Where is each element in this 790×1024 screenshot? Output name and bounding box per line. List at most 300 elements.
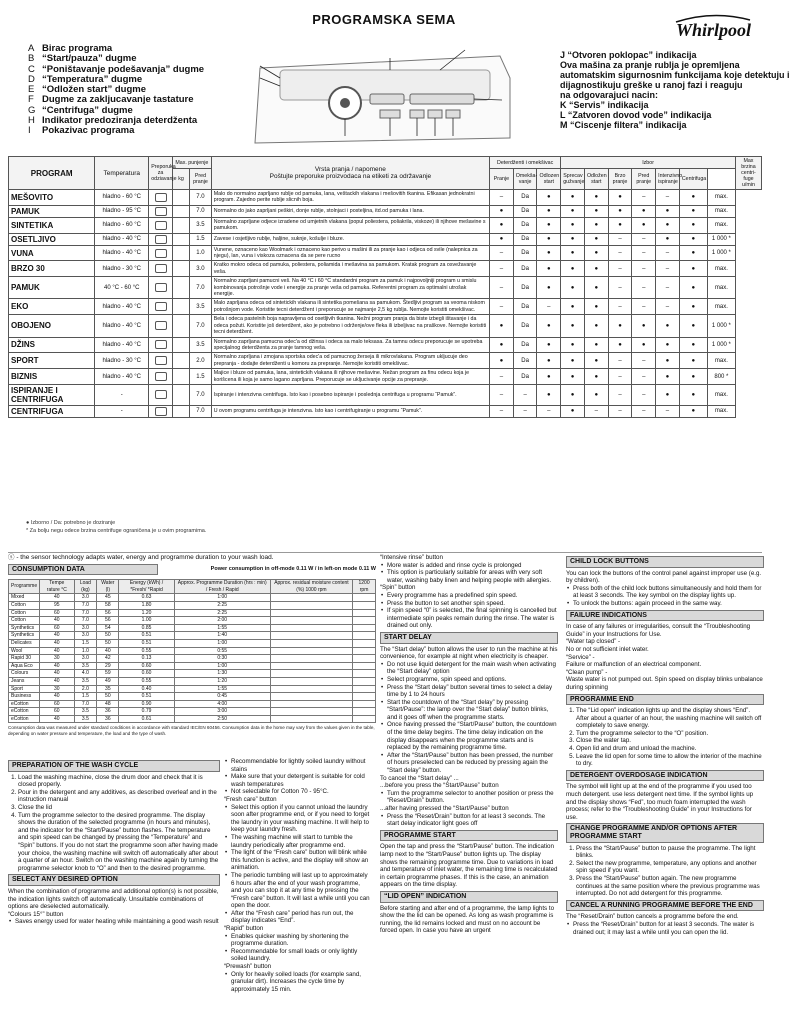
list-item: 4. Open lid and drum and unload the machine. [576,745,764,753]
care-symbols-icon [149,205,173,217]
fail-heading: FAILURE INDICATIONS [566,610,764,622]
temperature: hladno - 40 °C [95,369,149,385]
lock-text: You can lock the buttons of the control panel against improper use (e.g. by children). [566,569,762,585]
legend-label: Indikator predoziranja deterdženta [42,115,198,127]
list-item: • Do not use liquid detergent for the main wash when activating the “Start delay” option [380,661,558,676]
list-item: • Select programme, spin speed and options. [380,676,558,684]
list-item: • The periodic tumbling will last up to approximately 6 hours after the end of your wash programme, and you can stop it at any time by pressing the “Fresh care” button. It will last a while until you can open the door. [224,872,372,910]
option-cell: ● [656,315,680,337]
max-load: 1.5 [190,369,212,385]
cons-cell: 1:20 [174,677,270,685]
lock-heading: CHILD LOCK BUTTONS [566,556,764,568]
option-cell: – [632,245,656,261]
care-symbols-icon [149,353,173,369]
list-item: • Not selectable for Cotton 70 - 95°C. [224,788,372,796]
cons-cell: 40 [40,693,74,701]
col-wash-note: Poštujte preporuke proizvodaca na etiketi za održavanje [269,173,432,180]
option-cell: – [632,299,656,315]
cons-cell: 0.63 [119,594,174,602]
legend-key: C [28,63,35,75]
list-item: 2. Pour in the detergent and any additives, as described overleaf and in the instruction manual [18,789,220,804]
lid-text: Before starting and after end of a programme, the lamp lights to show the the lid can be opened. As long as wash programme is running, the lid remains locked and must on no account be forced open. In case you have an urgent [380,904,555,935]
cons-cell: 3:00 [174,708,270,716]
footnote: * Za bolju negu odece brzina centrifuge ograničena je u ovim programima. [26,528,207,534]
option-cell: ● [679,277,707,299]
option-cell: Da [513,205,537,217]
list-item: • Every programme has a predefined spin speed. [380,592,558,600]
option-cell: ● [561,369,585,385]
cons-cell: Cotton [9,601,40,609]
overdose-text: The symbol will light up at the end of the programme if you used too much detergent. use less detergent next time. If the symbol lights up and the display shows “Fed”, too much foam interrupted the wash process; refer to the “Troubleshooting Guide” in your Instructions for use. [566,783,754,821]
list-item: • Saves energy used for water heating while maintaining a good wash result [8,918,220,926]
cons-cell: 1:00 [174,594,270,602]
legend-label: “Start/pauza” dugme [42,53,137,65]
prewash-heading: “Prewash” button [224,963,272,971]
fail-tap: “Water tap closed” - [566,638,621,646]
cons-cell: 36 [97,708,119,716]
cons-cell [353,624,376,632]
cons-cell [353,700,376,708]
cons-cell: 59 [97,670,119,678]
cons-cell [353,708,376,716]
care-symbols-icon [149,369,173,385]
option-cell: ● [561,205,585,217]
legend-label: Birac programa [42,43,113,54]
cons-cell: Business [9,693,40,701]
col-max-spin: Max brzina centri-fuge u/min [735,157,761,190]
cancel-heading: To cancel the “Start delay” ... [380,774,459,782]
option-cell: ● [561,217,585,233]
cons-cell [270,601,352,609]
clean-filter-indication: M “Ciscenje filtera” indikacija [560,120,687,130]
option-cell: Da [513,369,537,385]
col-option: Pred pranje [190,169,212,190]
cons-row [9,708,376,716]
care-symbols-icon [149,245,173,261]
option-cell: ● [537,337,561,353]
cons-cell: Rapid 30 [9,655,40,663]
option-cell: ● [656,353,680,369]
option-cell: – [608,277,632,299]
option-cell: – [656,277,680,299]
cons-cell [353,594,376,602]
option-cell: – [656,261,680,277]
col-option: Intenzivno ispiranje [656,169,680,190]
description: Majice i bluze od pamuka, lana, sintetickih vlakana ili njihove mešavine. Nežan program za finu odecu koja je korišcena ili koja je samo lagano zaprljana. Preporucuje se ukljucivanje opcije za prepranje. [211,369,489,385]
option-cell: – [490,405,514,417]
option-cell: ● [679,245,707,261]
list-item: 3. Close the water tap. [576,737,764,745]
fail-pump: “Clean pump” - [566,668,608,676]
cons-cell: Mixed [9,594,40,602]
rapid-heading: “Rapid” button [224,925,264,933]
option-cell: ● [584,245,608,261]
cancel-before: ...before you press the “Start/Pause” button [380,782,499,790]
cons-cell: 2.0 [74,685,97,693]
list-item: • Start the countdown of the “Start delay” by pressing “Start/Pause”: the lamp over the “Start delay” button blinks, and it goes off when the programme starts. [380,699,558,722]
option-cell: ● [537,277,561,299]
cons-cell: 3.0 [74,632,97,640]
cons-cell: 0.51 [119,693,174,701]
program-name: SPORT [9,353,95,369]
cons-cell: 1.5 [74,693,97,701]
program-name: OBOJENO [9,315,95,337]
cons-cell [353,670,376,678]
cons-cell [270,677,352,685]
info-section [566,554,764,936]
cons-cell: 95 [40,601,74,609]
cons-cell [270,662,352,670]
cons-cell [353,715,376,723]
table-row [9,405,762,417]
cons-cell: 7.0 [74,609,97,617]
option-cell: Da [513,217,537,233]
cons-cell: 0.60 [119,670,174,678]
delay-heading: START DELAY [380,632,558,644]
cons-cell: 3.5 [74,715,97,723]
fresh-heading: “Fresh care” button [224,795,277,803]
cons-cell: 3.5 [74,708,97,716]
fail-pump-desc: Waste water is not pumped out. Spin speed on display blinks unbalance during spinning [566,676,763,691]
legend-label: “Poništavanje podešavanja” dugme [42,63,205,75]
control-legend [28,44,204,137]
delay-text: The “Start delay” button allows the user to run the machine at his convenience, for example at night when electricity is cheaper. [380,645,558,661]
option-cell: – [584,405,608,417]
cons-cell: 40 [40,647,74,655]
cons-col: 1200 rpm [353,580,376,594]
option-cell: ● [537,245,561,261]
cons-cell: eCotton [9,708,40,716]
option-cell: ● [561,245,585,261]
cons-cell: 30 [40,655,74,663]
option-cell: max. [707,353,735,369]
col-option: Omekša-vanje [513,169,537,190]
cons-cell: 7.0 [74,700,97,708]
legend-key: A [28,43,35,54]
program-icon [172,205,189,217]
list-item: • Turn the programme selector to another position or press the “Reset/Drain” button. [380,790,558,805]
rinse-heading: “Intensive rinse” button [380,554,443,561]
program-name: BIZNIS [9,369,95,385]
cons-cell: 58 [97,601,119,609]
list-item: • Enables quicker washing by shortening the programme duration. [224,933,372,948]
option-cell: ● [584,315,608,337]
max-load: 1.0 [190,245,212,261]
option-cell: ● [561,299,585,315]
option-cell: 1 000 * [707,337,735,353]
temperature: hladno - 40 °C [95,337,149,353]
col-kg: kg [172,169,189,190]
option-cell: – [608,384,632,405]
list-item: • Press both of the child lock buttons simultaneously and hold them for at least 3 seconds. The key symbol on the display lights up. [566,585,764,600]
description: Bela i odeca pastelnih boja napravljena od osetljivih tkanina. Nežni program pranja da biste izbegli ištavanje i da odeca požuti. Koristite još deterdžent, ako je potrebno i održenje/ove fleka ili izbeljivac na praškove. Nemojte koristiti tecni deterdžent. [211,315,489,337]
option-cell: ● [608,190,632,206]
option-cell: ● [679,299,707,315]
start-heading: PROGRAMME START [380,830,558,842]
option-cell: 800 * [707,369,735,385]
legend-key: H [28,115,35,127]
cons-cell: 0.51 [119,639,174,647]
fail-tap-desc: No or not sufficient inlet water. [566,645,649,653]
list-item: 2. Select the new programme, temperature, any options and another spin speed if you want. [576,860,764,875]
description: Normalno zaprljani pamucni veš. Na 40 °C i 60 °C standardni program za pamuk i najpovoljniji program u smislu kombinovanja potrošnje vode i energije za pranje veša od pamuka. Referentni program za optimalni utrošak energije. [211,277,489,299]
option-cell: – [608,405,632,417]
cons-cell: 1.5 [74,639,97,647]
col-option: Brzo pranje [608,169,632,190]
cons-cell [270,617,352,625]
care-symbols-icon [149,384,173,405]
cons-row [9,700,376,708]
col-options: Izbor [561,157,736,169]
cons-cell: Synthetics [9,624,40,632]
brand-logo [668,14,758,42]
change-heading: CHANGE PROGRAMME AND/OR OPTIONS AFTER PROGRAMME START [566,823,764,842]
max-load: 7.0 [190,315,212,337]
consumption-table [8,579,376,723]
option-cell: – [537,405,561,417]
max-load: 7.0 [190,405,212,417]
cons-cell [353,662,376,670]
description: Normalno zaprljana i zmojana sportska odec'a od pamucnog žerseja ili mikrovlakana. Program ukljucuje deo prepranja - dodajte deterdženti u komoru za prepranje. Nemojte koristiti omekšivac. [211,353,489,369]
cons-cell: 56 [97,609,119,617]
option-cell: ● [608,337,632,353]
cons-col: Approx. residual moisture content (%) 1000 rpm [270,580,352,594]
start-text: Open the tap and press the “Start/Pause” button. The indication lamp next to the “Start/Pause” button lights up. The display shows the remaining programme time. Due to variations in load and temperature of inlet water, the remaining time is recalculated in certain programme phases. If this is the case, an animation appears on the time display. [380,843,558,889]
max-load: 3.5 [190,217,212,233]
cons-row [9,677,376,685]
cons-cell: 2:00 [174,617,270,625]
cons-cell: 2:50 [174,715,270,723]
list-item: • The washing machine will start to tumble the laundry periodically after programme end. [224,834,372,849]
cons-col: Programme [9,580,40,594]
end-heading: PROGRAMME END [566,694,764,706]
option-cell: – [490,369,514,385]
option-cell: ● [537,233,561,245]
list-item: 2. Turn the programme selector to the “O” position. [576,730,764,738]
option-cell: – [656,405,680,417]
program-icon [172,277,189,299]
divider [8,552,762,553]
water-tap-indication: L “Zatvoren dovod vode” indikacija [560,110,712,120]
option-cell: ● [679,233,707,245]
list-item: • Recommendable for small loads or only lightly soiled laundry. [224,948,372,963]
table-row [9,245,762,261]
option-cell: ● [537,384,561,405]
safety-line: dijagnostikuju greške u ranoj fazi i reaguju [560,80,743,90]
program-icon [172,245,189,261]
cons-col: Water (l) [97,580,119,594]
cons-cell: 1:55 [174,624,270,632]
option-cell: ● [490,353,514,369]
table-row [9,337,762,353]
list-item: • Press the “Reset/Drain” button for at least 3 seconds. The start delay indicator light goes off [380,813,558,828]
program-table [8,156,762,418]
prep-heading: PREPARATION OF THE WASH CYCLE [8,760,220,772]
option-cell: ● [561,315,585,337]
option-cell: – [490,190,514,206]
cons-row [9,655,376,663]
cons-cell: 0:45 [174,693,270,701]
cons-cell: 0.85 [119,624,174,632]
consumption-notes: Consumption data was measured under standard conditions in accordance with standard IEC/EN 60456. Consumption data in the home may vary from the values given in the table, depending on water pressure and temperature, the load and the type of wash. [8,725,375,737]
cons-cell: Synthetics [9,632,40,640]
cons-cell: 3.5 [74,677,97,685]
cons-cell: 0.51 [119,632,174,640]
max-load: 3.0 [190,261,212,277]
legend-label: Pokazivac programa [42,125,135,137]
option-cell: – [632,277,656,299]
option-cell: ● [584,369,608,385]
program-icon [172,384,189,405]
cons-cell: 7.0 [74,617,97,625]
option-cell: – [608,369,632,385]
description: Malo do normalno zaprljano rublje od pamuka, lana, veštackih vlakana i mešovitih tkanina. Efikasan jednokratni program. Zajedno perite rublje slicnih boja. [211,190,489,206]
cons-cell: 0:55 [174,647,270,655]
cons-cell: 3.0 [74,655,97,663]
cons-cell: 1.00 [119,617,174,625]
care-symbols-icon [149,261,173,277]
indicator-legend [560,50,790,130]
legend-key: D [28,73,35,85]
care-symbols-icon [149,277,173,299]
option-cell: – [632,384,656,405]
overdose-heading: DETERGENT OVERDOSAGE INDICATION [566,770,764,782]
option-cell: max. [707,299,735,315]
cons-cell: 60 [40,609,74,617]
max-load: 7.0 [190,384,212,405]
brand-name: Whirlpool [676,20,752,40]
cons-cell [353,693,376,701]
option-cell: 1 000 * [707,233,735,245]
safety-line: na odgovarajuci nacin: [560,90,659,100]
options-section [224,758,372,993]
program-name: PAMUK [9,205,95,217]
option-cell: max. [707,190,735,206]
option-cell: – [537,299,561,315]
option-cell: ● [656,233,680,245]
option-cell: ● [537,353,561,369]
table-footnotes [26,519,206,535]
legend-label: “Centrifuga” dugme [42,104,133,116]
fail-text: In case of any failures or irregularities, consult the “Troubleshooting Guide” in your Instructions for Use. [566,623,751,638]
option-cell: Da [513,245,537,261]
legend-key: F [28,94,34,106]
cons-cell [270,624,352,632]
description: Zavese i osjetljivo rublje, haljine, suknje, košulje i bluze. [211,233,489,245]
cons-cell: Aqua Eco [9,662,40,670]
option-cell: max. [707,217,735,233]
option-cell: max. [707,205,735,217]
legend-key: I [28,125,31,137]
option-cell: ● [490,315,514,337]
option-cell: – [490,261,514,277]
option-cell: ● [537,315,561,337]
cons-row [9,662,376,670]
cancel-run-text: The “Reset/Drain” button cancels a programme before the end. [566,913,739,921]
cons-cell: 0.55 [119,647,174,655]
safety-line: Ova mašina za pranje rublja je opremljena [560,60,740,70]
safety-line: automatskim sigurnosnim funkcijama koje detektuju i [560,70,790,80]
cons-row [9,670,376,678]
option-cell: ● [656,369,680,385]
max-load: 1.5 [190,233,212,245]
cons-cell [353,632,376,640]
program-icon [172,217,189,233]
cons-cell: Delicates [9,639,40,647]
control-panel-diagram [240,48,520,148]
option-cell: Da [513,299,537,315]
cons-row [9,624,376,632]
description: Vunene, oznaceno kao Woolmark i oznaceno kao perivo u mašini ili za pranje kao i odjeca od svile (nalepnica za njegu), lan, vuna i viskoza oznacena da se pere rucno [211,245,489,261]
option-cell: ● [537,205,561,217]
list-item: • This option is particularly suitable for areas with very soft water, washing baby linen and helping people with allergies. [380,569,558,584]
table-row [9,299,762,315]
list-item: 3. Close the lid [18,804,220,812]
program-icon [172,337,189,353]
table-row [9,217,762,233]
cons-cell: 3.0 [74,594,97,602]
option-cell: ● [632,205,656,217]
cons-col: Tempe rature °C [40,580,74,594]
option-cell: Da [513,337,537,353]
option-cell: 1 000 * [707,245,735,261]
program-name: EKO [9,299,95,315]
option-cell: ● [679,337,707,353]
option-cell: Da [513,190,537,206]
col-wash-type: Vrsta pranja / napomene [314,166,386,173]
program-name: ISPIRANJE I CENTRIFUGA [9,384,95,405]
cons-row [9,609,376,617]
temperature: - [95,384,149,405]
cons-cell: 30 [40,685,74,693]
program-name: PAMUK [9,277,95,299]
cons-row [9,632,376,640]
cons-cell [270,655,352,663]
cons-cell [353,685,376,693]
option-cell: Da [513,315,537,337]
cons-cell: 0.60 [119,662,174,670]
table-row [9,315,762,337]
table-row [9,369,762,385]
cons-cell [353,655,376,663]
option-cell: – [608,245,632,261]
cons-cell: 29 [97,662,119,670]
program-icon [172,353,189,369]
cons-cell: 50 [97,632,119,640]
table-row [9,233,762,245]
option-cell: ● [656,205,680,217]
cons-cell: 60 [40,708,74,716]
cons-row [9,617,376,625]
care-symbols-icon [149,217,173,233]
option-cell: – [490,277,514,299]
cons-cell: 54 [97,624,119,632]
option-cell: Da [513,233,537,245]
program-name: SINTETIKA [9,217,95,233]
temperature: hladno - 30 °C [95,353,149,369]
cons-cell: Jeans [9,677,40,685]
option-cell: – [490,245,514,261]
cons-cell [353,677,376,685]
temperature: hladno - 40 °C [95,315,149,337]
cons-cell: 42 [97,655,119,663]
cons-cell [353,617,376,625]
option-cell: ● [490,337,514,353]
option-cell: – [513,405,537,417]
legend-key: E [28,84,35,96]
power-line: Power consumption in off-mode 0.11 W / in left-on mode 0.11 W [210,565,376,572]
option-cell: ● [608,205,632,217]
